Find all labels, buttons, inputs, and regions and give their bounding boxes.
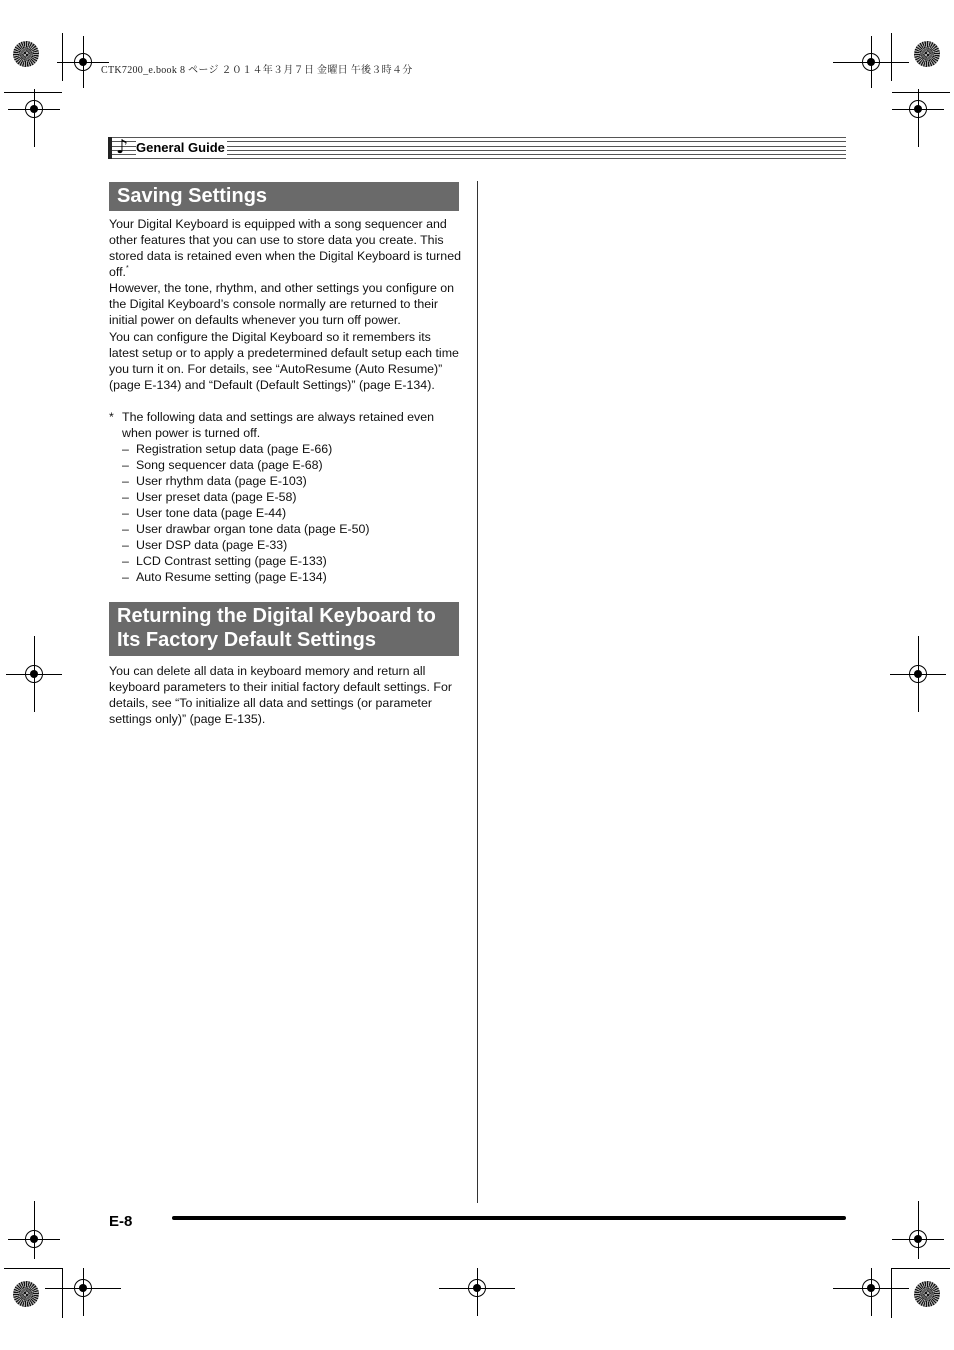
column-divider — [477, 181, 478, 1203]
crop-mark — [891, 33, 892, 81]
crop-mark — [62, 1268, 63, 1318]
list-item: – User preset data (page E-58) — [122, 489, 462, 505]
crop-mark — [62, 33, 63, 81]
registration-disc-icon — [914, 41, 940, 67]
section-title-saving-settings: Saving Settings — [109, 182, 459, 211]
page-number: E-8 — [109, 1213, 133, 1230]
registration-disc-icon — [13, 41, 39, 67]
crop-mark — [4, 1268, 62, 1269]
factory-paragraph-1: You can delete all data in keyboard memory and return all keyboard parameters to their initial factory default settings. For details, see “To initialize all data and settings (or parameter settings only)” (page E-135). — [109, 664, 452, 726]
list-item: – Registration setup data (page E-66) — [122, 441, 462, 457]
list-item: – User rhythm data (page E-103) — [122, 473, 462, 489]
crop-mark — [4, 92, 62, 93]
saving-paragraph-1: Your Digital Keyboard is equipped with a song sequencer and other features that you can use to store data you create. This stored data is retained even when the Digital Keyboard is turned off.* — [109, 217, 461, 279]
registration-disc-icon — [13, 1281, 39, 1307]
factory-body — [109, 663, 461, 727]
list-item: – LCD Contrast setting (page E-133) — [122, 553, 462, 569]
crop-mark — [891, 1268, 892, 1318]
crop-mark — [892, 92, 950, 93]
list-item: – Song sequencer data (page E-68) — [122, 457, 462, 473]
retained-data-list — [122, 441, 462, 585]
header-marker — [108, 137, 112, 159]
running-header — [108, 137, 846, 159]
footer-rule — [172, 1216, 846, 1220]
section-title-factory-default: Returning the Digital Keyboard to Its Factory Default Settings — [109, 602, 459, 656]
saving-paragraph-2: However, the tone, rhythm, and other settings you configure on the Digital Keyboard’s console normally are returned to their initial power on defaults whenever you turn off power. — [109, 281, 455, 327]
header-title: General Guide — [136, 140, 225, 155]
list-item: – Auto Resume setting (page E-134) — [122, 569, 462, 585]
list-item: – User DSP data (page E-33) — [122, 537, 462, 553]
saving-paragraph-3: You can configure the Digital Keyboard so it remembers its latest setup or to apply a predetermined default setup each time you turn it on. For details, see “AutoResume (Auto Resume)” (page E-134) and “Default (Default Settings)” (page E-134). — [109, 330, 459, 392]
list-item: – User tone data (page E-44) — [122, 505, 462, 521]
list-item: – User drawbar organ tone data (page E-50) — [122, 521, 462, 537]
registration-disc-icon — [914, 1281, 940, 1307]
print-header: CTK7200_e.book 8 ページ ２０１４年３月７日 金曜日 午後３時４分 — [101, 65, 413, 76]
saving-body — [109, 216, 461, 393]
music-note-icon: ♪ — [116, 136, 129, 158]
crop-mark — [892, 1268, 950, 1269]
saving-footnote: * The following data and settings are always retained even when power is turned off. — [109, 410, 435, 440]
